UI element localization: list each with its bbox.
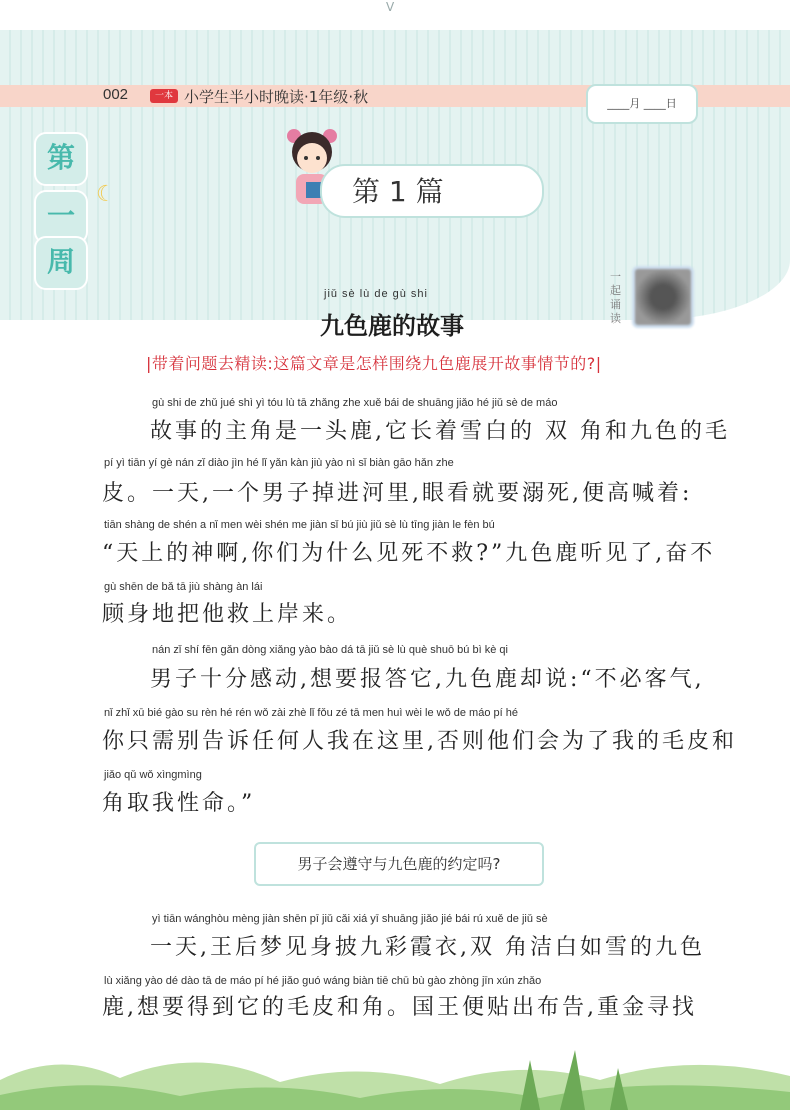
page-number: 002 [103, 86, 129, 103]
pinyin-line: nǐ zhǐ xū bié gào su rèn hé rén wǒ zài zhè lǐ fǒu zé tā men huì wèi le wǒ de máo pí hé [104, 707, 518, 719]
date-field[interactable]: ____月 ____日 [586, 84, 698, 124]
text-line: 鹿,想要得到它的毛皮和角。国王便贴出布告,重金寻找 [102, 995, 697, 1020]
week-label-1: 第 [34, 132, 88, 186]
pinyin-line: jiǎo qǔ wǒ xìngmìng [104, 769, 202, 781]
moon-icon: ☾ [96, 182, 116, 207]
pinyin-line: gù shi de zhǔ jué shì yì tóu lù tā zhǎng zhe xuě bái de shuāng jiǎo hé jiǔ sè de máo [152, 397, 558, 409]
week-label-2: 一 [34, 190, 88, 244]
think-question: 男子会遵守与九色鹿的约定吗? [254, 842, 544, 886]
series-title: 小学生半小时晚读·1年级·秋 [184, 88, 369, 106]
text-line: 角取我性命。” [102, 791, 256, 816]
top-mark: V [386, 0, 395, 14]
pinyin-line: lù xiǎng yào dé dào tā de máo pí hé jiǎo guó wáng biàn tiē chū bù gào zhòng jīn xún zhǎo [104, 975, 542, 987]
cloud-icon: ☁ [488, 168, 516, 201]
text-line: 一天,王后梦见身披九彩霞衣,双 角洁白如雪的九色 [150, 935, 705, 960]
pinyin-line: nán zǐ shí fēn gǎn dòng xiǎng yào bào dá tā jiǔ sè lù què shuō bú bì kè qi [152, 644, 508, 656]
pinyin-line: gù shēn de bǎ tā jiù shàng àn lái [104, 581, 263, 593]
title-pinyin: jiǔ sè lù de gù shi [324, 288, 428, 300]
week-label-3: 周 [34, 236, 88, 290]
reading-guide: |带着问题去精读:这篇文章是怎样围绕九色鹿展开故事情节的?| [146, 354, 602, 373]
text-line: “天上的神啊,你们为什么见死不救?”九色鹿听见了,奋不 [102, 541, 716, 566]
pinyin-line: pí yì tiān yí gè nán zǐ diào jìn hé lǐ yǎn kàn jiù yào nì sǐ biàn gāo hǎn zhe [104, 457, 454, 469]
text-line: 你只需别告诉任何人我在这里,否则他们会为了我的毛皮和 [102, 729, 737, 754]
qr-label: 一起诵读 [610, 270, 621, 325]
text-line: 顾身地把他救上岸来。 [102, 602, 353, 627]
text-line: 故事的主角是一头鹿,它长着雪白的 双 角和九色的毛 [150, 419, 730, 444]
brand-badge: 一本 [150, 89, 178, 103]
story-title: 九色鹿的故事 [320, 312, 464, 340]
text-line: 皮。一天,一个男子掉进河里,眼看就要溺死,便高喊着: [102, 481, 693, 506]
grass-illustration [0, 1040, 790, 1110]
text-line: 男子十分感动,想要报答它,九色鹿却说:“不必客气, [150, 667, 705, 692]
chapter-title: 第 1 篇 [352, 175, 444, 208]
qr-code[interactable] [632, 266, 694, 328]
pinyin-line: yì tiān wánghòu mèng jiàn shēn pī jiǔ cǎi xiá yī shuāng jiǎo jié bái rú xuě de jiǔ sè [152, 913, 548, 925]
pinyin-line: tiān shàng de shén a nǐ men wèi shén me jiàn sǐ bú jiù jiǔ sè lù tīng jiàn le fèn bú [104, 519, 495, 531]
